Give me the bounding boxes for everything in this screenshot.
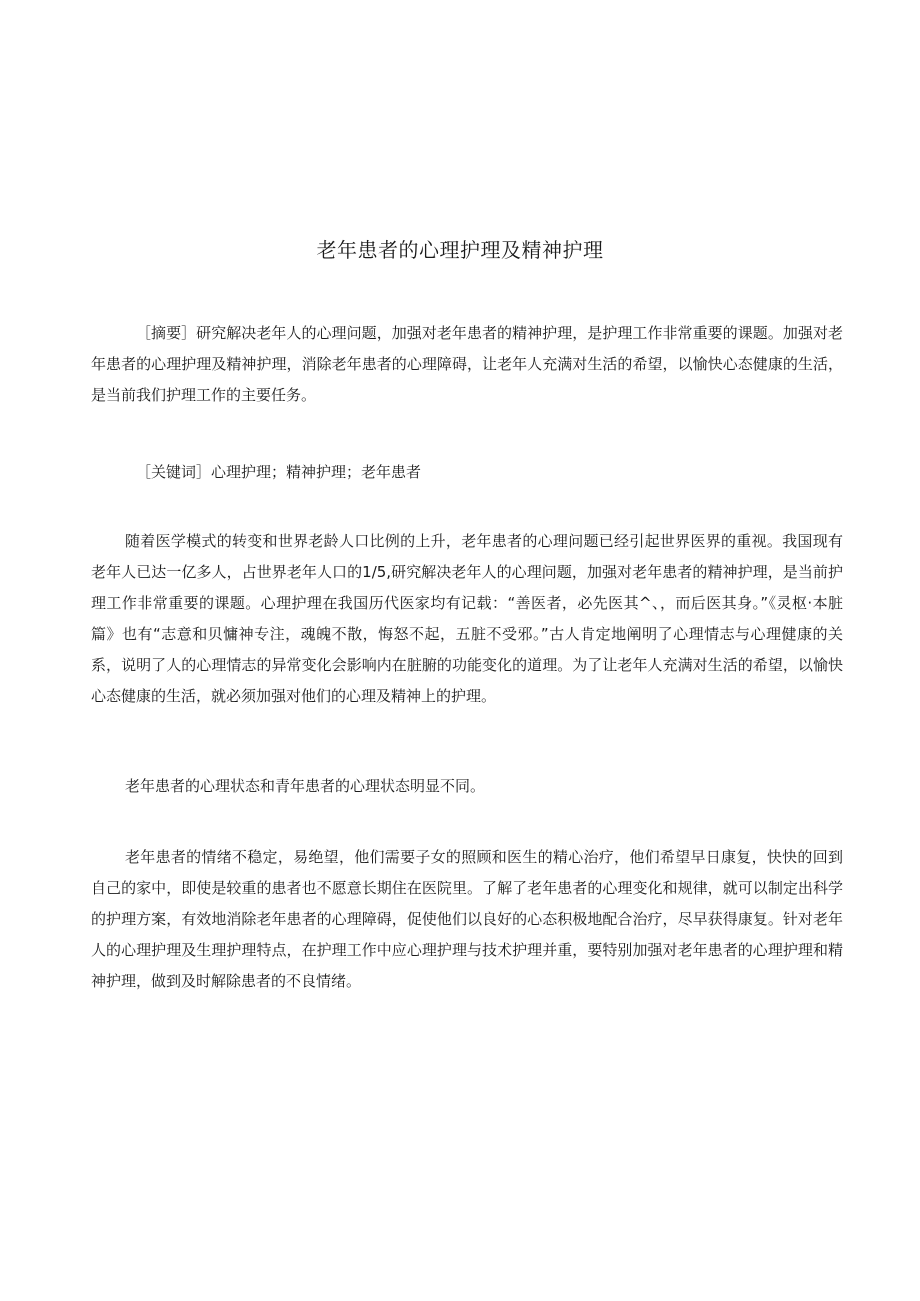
intro-paragraph: 随着医学模式的转变和世界老龄人口比例的上升，老年患者的心理问题已经引起世界医界的重视。我国现有老年人已达一亿多人，占世界老年人口的1/5,研究解决老年人的心理问题，加强对老年患者的精神护理，是当前护理工作非常重要的课题。心理护理在我国历代医家均有记载：“善医者，必先医其^、，而后医其身。”《灵枢·本脏篇》也有“志意和贝慵神专注，魂魄不散，悔怒不起，五脏不受邪。”古人肯定地阐明了心理情志与心理健康的关系，说明了人的心理情志的异常变化会影响内在脏腑的功能变化的道理。为了让老年人充满对生活的希望，以愉快心态健康的生活，就必须加强对他们的心理及精神上的护理。 xyxy=(91,532,843,705)
document-title: 老年患者的心理护理及精神护理 xyxy=(316,238,604,262)
contrast-paragraph: 老年患者的心理状态和青年患者的心理状态明显不同。 xyxy=(125,777,486,795)
keywords-paragraph: ［关键词］心理护理；精神护理；老年患者 xyxy=(136,463,422,481)
emotion-paragraph: 老年患者的情绪不稳定，易绝望，他们需要子女的照顾和医生的精心治疗，他们希望早日康复，快快的回到自己的家中，即使是较重的患者也不愿意长期住在医院里。了解了老年患者的心理变化和规律，就可以制定出科学的护理方案，有效地消除老年患者的心理障碍，促使他们以良好的心态积极地配合治疗，尽早获得康复。针对老年人的心理护理及生理护理特点，在护理工作中应心理护理与技术护理并重，要特别加强对老年患者的心理护理和精神护理，做到及时解除患者的不良情绪。 xyxy=(91,848,843,990)
abstract-paragraph: ［摘要］研究解决老年人的心理问题，加强对老年患者的精神护理，是护理工作非常重要的课题。加强对老年患者的心理护理及精神护理，消除老年患者的心理障碍，让老年人充满对生活的希望，以愉快心态健康的生活，是当前我们护理工作的主要任务。 xyxy=(91,324,843,404)
